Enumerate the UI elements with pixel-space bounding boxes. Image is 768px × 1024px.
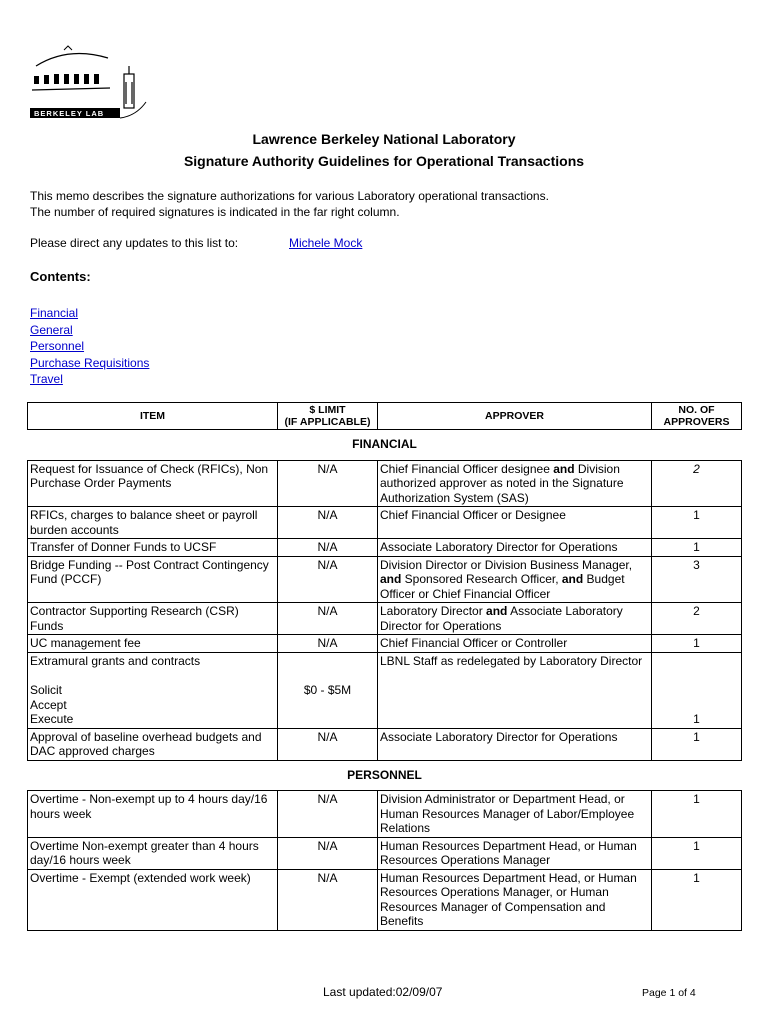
- table-row: [28, 539, 742, 557]
- item-cell: Bridge Funding -- Post Contract Contingency Fund (PCCF): [28, 556, 278, 603]
- approver-cell: Chief Financial Officer or Designee: [378, 507, 652, 539]
- table-row: [28, 507, 742, 539]
- item-cell: Overtime - Non-exempt up to 4 hours day/16 hours week: [28, 791, 278, 838]
- limit-cell: N/A: [278, 603, 378, 635]
- table-row: [28, 869, 742, 930]
- item-cell: Contractor Supporting Research (CSR) Funds: [28, 603, 278, 635]
- table-header-row: [28, 403, 742, 430]
- header-item: ITEM: [28, 403, 278, 430]
- count-cell: 1: [652, 728, 742, 760]
- contents-link-personnel[interactable]: Personnel: [30, 339, 85, 353]
- approver-cell: Division Administrator or Department Head, or Human Resources Manager of Labor/Employee Relations: [378, 791, 652, 838]
- contents-link-purchase-requisitions[interactable]: Purchase Requisitions: [30, 355, 150, 370]
- item-cell: Extramural grants and contracts Solicit Accept Execute: [28, 652, 278, 728]
- table-row: [28, 556, 742, 603]
- limit-cell: N/A: [278, 635, 378, 653]
- item-cell: RFICs, charges to balance sheet or payroll burden accounts: [28, 507, 278, 539]
- count-cell: 1: [652, 652, 742, 728]
- intro-text: [30, 188, 549, 220]
- limit-cell: N/A: [278, 539, 378, 557]
- limit-cell: N/A: [278, 556, 378, 603]
- limit-cell: $0 - $5M: [278, 652, 378, 728]
- last-updated: Last updated:02/09/07: [323, 985, 443, 999]
- approver-cell: Human Resources Department Head, or Human Resources Operations Manager: [378, 837, 652, 869]
- table-row: [28, 603, 742, 635]
- count-cell: 2: [652, 460, 742, 507]
- intro-line1: This memo describes the signature authorizations for various Laboratory operational transactions.: [30, 189, 549, 203]
- direct-updates-line: [30, 236, 363, 250]
- approver-cell: Human Resources Department Head, or Human Resources Operations Manager, or Human Resources Manager of Compensation and Benefits: [378, 869, 652, 930]
- page-number: Page 1 of 4: [642, 987, 696, 999]
- item-cell: UC management fee: [28, 635, 278, 653]
- svg-text:BERKELEY LAB: BERKELEY LAB: [34, 109, 105, 118]
- contents-link-general[interactable]: General: [30, 322, 73, 337]
- document-title-line1: Lawrence Berkeley National Laboratory: [252, 131, 516, 147]
- count-cell: 2: [652, 603, 742, 635]
- document-title-line2: Signature Authority Guidelines for Operational Transactions: [183, 153, 585, 169]
- direct-updates-text: Please direct any updates to this list to:: [30, 236, 239, 250]
- limit-cell: N/A: [278, 507, 378, 539]
- count-cell: 1: [652, 791, 742, 838]
- section-personnel-label: PERSONNEL: [28, 760, 742, 791]
- table-row: [28, 460, 742, 507]
- table-row: [28, 837, 742, 869]
- approver-cell: Division Director or Division Business Manager, and Sponsored Research Officer, and Budget Officer or Chief Financial Officer: [378, 556, 652, 603]
- table-row: [28, 635, 742, 653]
- approver-cell: Laboratory Director and Associate Laboratory Director for Operations: [378, 603, 652, 635]
- count-cell: 1: [652, 837, 742, 869]
- limit-cell: N/A: [278, 460, 378, 507]
- document-title-block: [0, 128, 768, 172]
- limit-cell: N/A: [278, 791, 378, 838]
- table-row: [28, 791, 742, 838]
- count-cell: 3: [652, 556, 742, 603]
- table-row: [28, 728, 742, 760]
- item-cell: Overtime Non-exempt greater than 4 hours day/16 hours week: [28, 837, 278, 869]
- count-cell: 1: [652, 507, 742, 539]
- count-cell: 1: [652, 869, 742, 930]
- table-row-extramural: [28, 652, 742, 728]
- header-approver: APPROVER: [378, 403, 652, 430]
- item-cell: Transfer of Donner Funds to UCSF: [28, 539, 278, 557]
- header-number-approvers: NO. OF APPROVERS: [652, 403, 742, 430]
- section-financial-label: FINANCIAL: [28, 430, 742, 461]
- header-limit: $ LIMIT (IF APPLICABLE): [278, 403, 378, 430]
- approver-cell: LBNL Staff as redelegated by Laboratory Director: [378, 652, 652, 728]
- contents-list: [30, 305, 149, 388]
- michele-mock-link[interactable]: Michele Mock: [289, 236, 363, 250]
- approver-cell: Associate Laboratory Director for Operations: [378, 728, 652, 760]
- approver-cell: Associate Laboratory Director for Operations: [378, 539, 652, 557]
- berkeley-lab-logo: [28, 44, 148, 122]
- signature-authority-table: [27, 402, 742, 931]
- section-personnel: [28, 760, 742, 791]
- count-cell: 1: [652, 635, 742, 653]
- limit-cell: N/A: [278, 728, 378, 760]
- item-cell: Request for Issuance of Check (RFICs), Non Purchase Order Payments: [28, 460, 278, 507]
- item-cell: Approval of baseline overhead budgets and DAC approved charges: [28, 728, 278, 760]
- contents-link-financial[interactable]: Financial: [30, 306, 79, 320]
- limit-cell: N/A: [278, 869, 378, 930]
- berkeley-lab-logo-icon: [28, 44, 148, 122]
- approver-cell: Chief Financial Officer designee and Division authorized approver as noted in the Signature Authorization System (SAS): [378, 460, 652, 507]
- approver-cell: Chief Financial Officer or Controller: [378, 635, 652, 653]
- limit-cell: N/A: [278, 837, 378, 869]
- intro-line2: The number of required signatures is indicated in the far right column.: [30, 205, 400, 219]
- count-cell: 1: [652, 539, 742, 557]
- contents-heading: Contents:: [30, 269, 91, 284]
- section-financial: [28, 430, 742, 461]
- contents-link-travel[interactable]: Travel: [30, 372, 63, 386]
- item-cell: Overtime - Exempt (extended work week): [28, 869, 278, 930]
